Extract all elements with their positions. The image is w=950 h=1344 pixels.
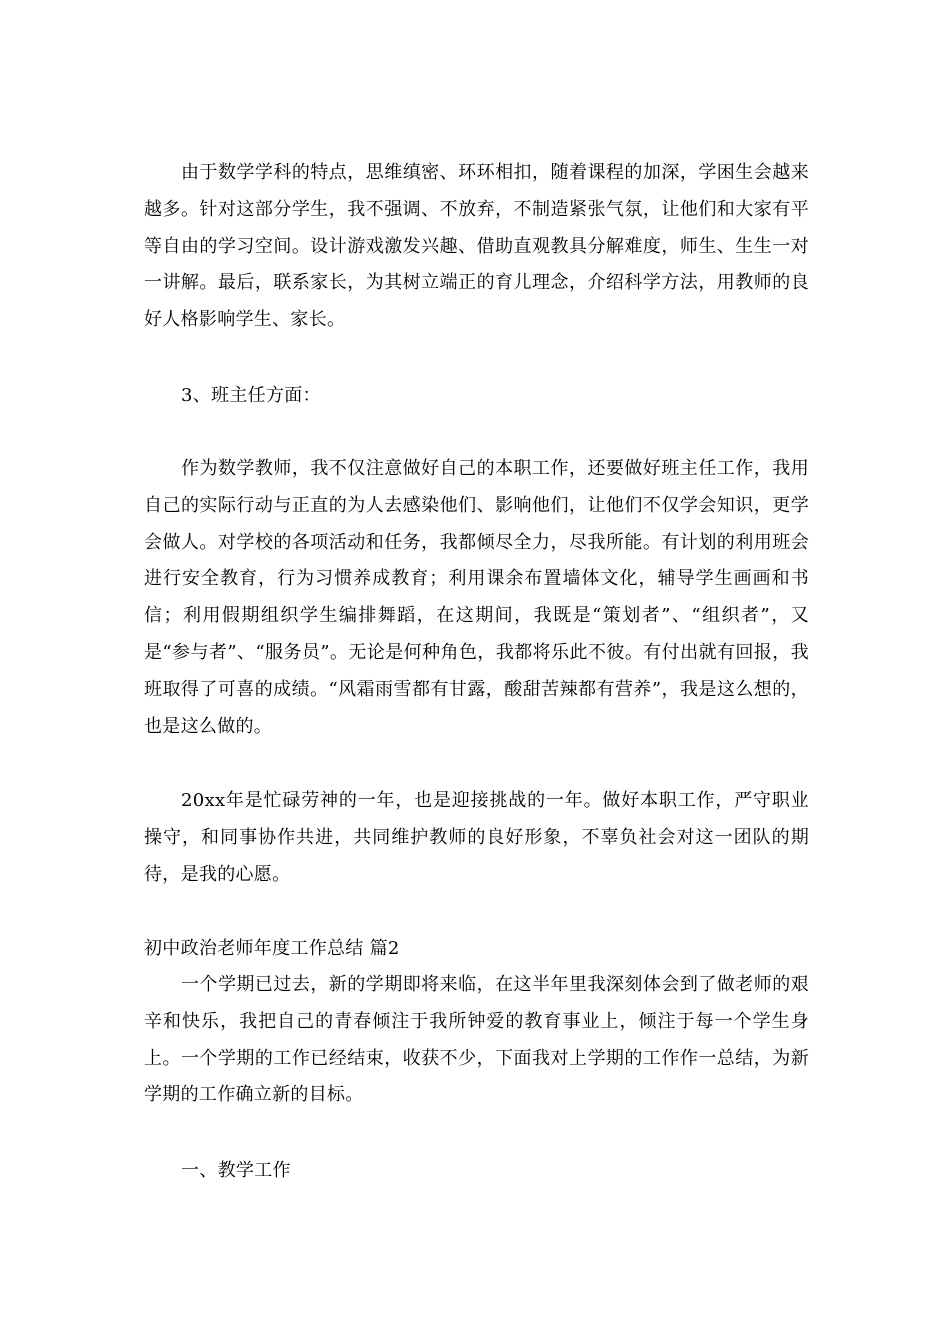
article-title-part-2: 初中政治老师年度工作总结 篇2: [144, 938, 400, 959]
paragraph-year-summary: 20xx年是忙碌劳神的一年，也是迎接挑战的一年。做好本职工作，严守职业操守，和同事协作共进，共同维护教师的良好形象，不辜负社会对这一团队的期待，是我的心愿。: [144, 790, 809, 885]
paragraph-class-teacher-work: 作为数学教师，我不仅注意做好自己的本职工作，还要做好班主任工作，我用自己的实际行动与正直的为人去感染他们、影响他们，让他们不仅学会知识，更学会做人。对学校的各项活动和任务，我都倾尽全力，尽我所能。有计划的利用班会进行安全教育，行为习惯养成教育；利用课余布置墙体文化，辅导学生画画和书信；利用假期组织学生编排舞蹈，在这期间，我既是“策划者”、“组织者”，又是“参与者”、“服务员”。无论是何种角色，我都将乐此不彼。有付出就有回报，我班取得了可喜的成绩。“风霜雨雪都有甘露，酸甜苦辣都有营养”，我是这么想的，也是这么做的。: [144, 458, 809, 737]
paragraph-semester-intro: 一个学期已过去，新的学期即将来临，在这半年里我深刻体会到了做老师的艰辛和快乐，我把自己的青春倾注于我所钟爱的教育事业上，倾注于每一个学生身上。一个学期的工作已经结束，收获不少，下面我对上学期的工作作一总结，为新学期的工作确立新的目标。: [144, 974, 809, 1106]
section-heading-class-teacher: 3、班主任方面：: [181, 385, 321, 406]
section-heading-teaching-work: 一、教学工作: [181, 1160, 291, 1181]
paragraph-struggling-students: 由于数学学科的特点，思维缜密、环环相扣，随着课程的加深，学困生会越来越多。针对这部分学生，我不强调、不放弃，不制造紧张气氛，让他们和大家有平等自由的学习空间。设计游戏激发兴趣、借助直观教具分解难度，师生、生生一对一讲解。最后，联系家长，为其树立端正的育儿理念，介绍科学方法，用教师的良好人格影响学生、家长。: [144, 162, 809, 331]
